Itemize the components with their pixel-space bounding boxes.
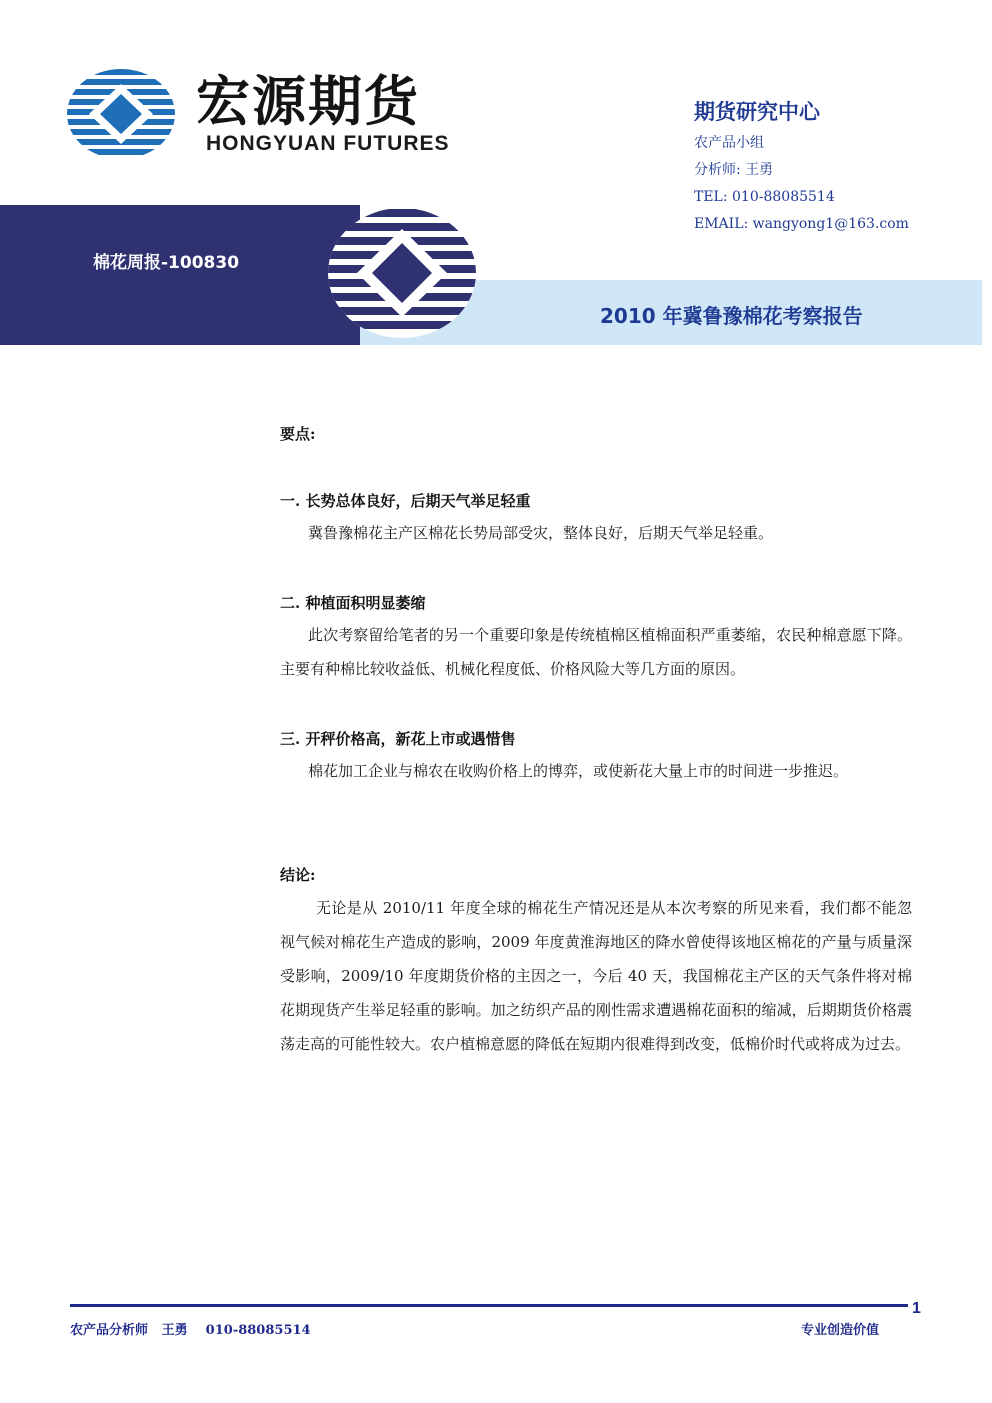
- footer-slogan: 专业创造价值: [801, 1323, 880, 1338]
- page-number: 1: [912, 1300, 921, 1317]
- section-3-text: 棉花加工企业与棉农在收购价格上的博弈，或使新花大量上市的时间进一步推迟。: [308, 762, 849, 780]
- analyst-name: 分析师: 王勇: [694, 162, 774, 178]
- report-title: 2010 年冀鲁豫棉花考察报告: [600, 304, 863, 328]
- key-points-heading: 要点:: [280, 425, 316, 443]
- group-name: 农产品小组: [694, 135, 764, 151]
- banner-dark-block: [0, 205, 360, 345]
- company-logo-icon: [66, 68, 176, 160]
- section-2-heading: 二. 种植面积明显萎缩: [280, 594, 426, 612]
- conclusion-heading: 结论:: [280, 866, 316, 884]
- tel-number: TEL: 010-88085514: [694, 189, 835, 205]
- section-2-text: 此次考察留给笔者的另一个重要印象是传统植棉区植棉面积严重萎缩，农民种棉意愿下降。主要有种棉比较收益低、机械化程度低、价格风险大等几方面的原因。: [280, 626, 912, 678]
- company-name-cn: 宏源期货: [196, 70, 420, 133]
- section-1-heading: 一. 长势总体良好，后期天气举足轻重: [280, 492, 531, 510]
- conclusion-text: 无论是从 2010/11 年度全球的棉花生产情况还是从本次考察的所见来看，我们都不能忽视气候对棉花生产造成的影响，2009 年度黄淮海地区的降水曾使得该地区棉花的产量与质量深受影响，2009/10 年度期货价格的主因之一，今后 40 天，我国棉花主产区的天气条件将对棉花期现货产生举足轻重的影响。加之纺织产品的刚性需求遭遇棉花面积的缩减，后期期货价格震荡走高的可能性较大。农户植棉意愿的降低在短期内很难得到改变，低棉价时代或将成为过去。: [280, 899, 912, 1053]
- research-center-title: 期货研究中心: [694, 100, 820, 124]
- section-1-text: 冀鲁豫棉花主产区棉花长势局部受灾，整体良好，后期天气举足轻重。: [308, 524, 774, 542]
- weekly-report-label: 棉花周报-100830: [93, 253, 240, 273]
- email-address: EMAIL: wangyong1@163.com: [694, 216, 909, 232]
- footer-divider: [70, 1304, 908, 1307]
- banner-logo-icon: [327, 207, 477, 339]
- company-name-en: HONGYUAN FUTURES: [206, 132, 450, 155]
- footer-analyst-info: 农产品分析师 王勇 010-88085514: [70, 1323, 311, 1338]
- section-3-heading: 三. 开秤价格高，新花上市或遇惜售: [280, 730, 516, 748]
